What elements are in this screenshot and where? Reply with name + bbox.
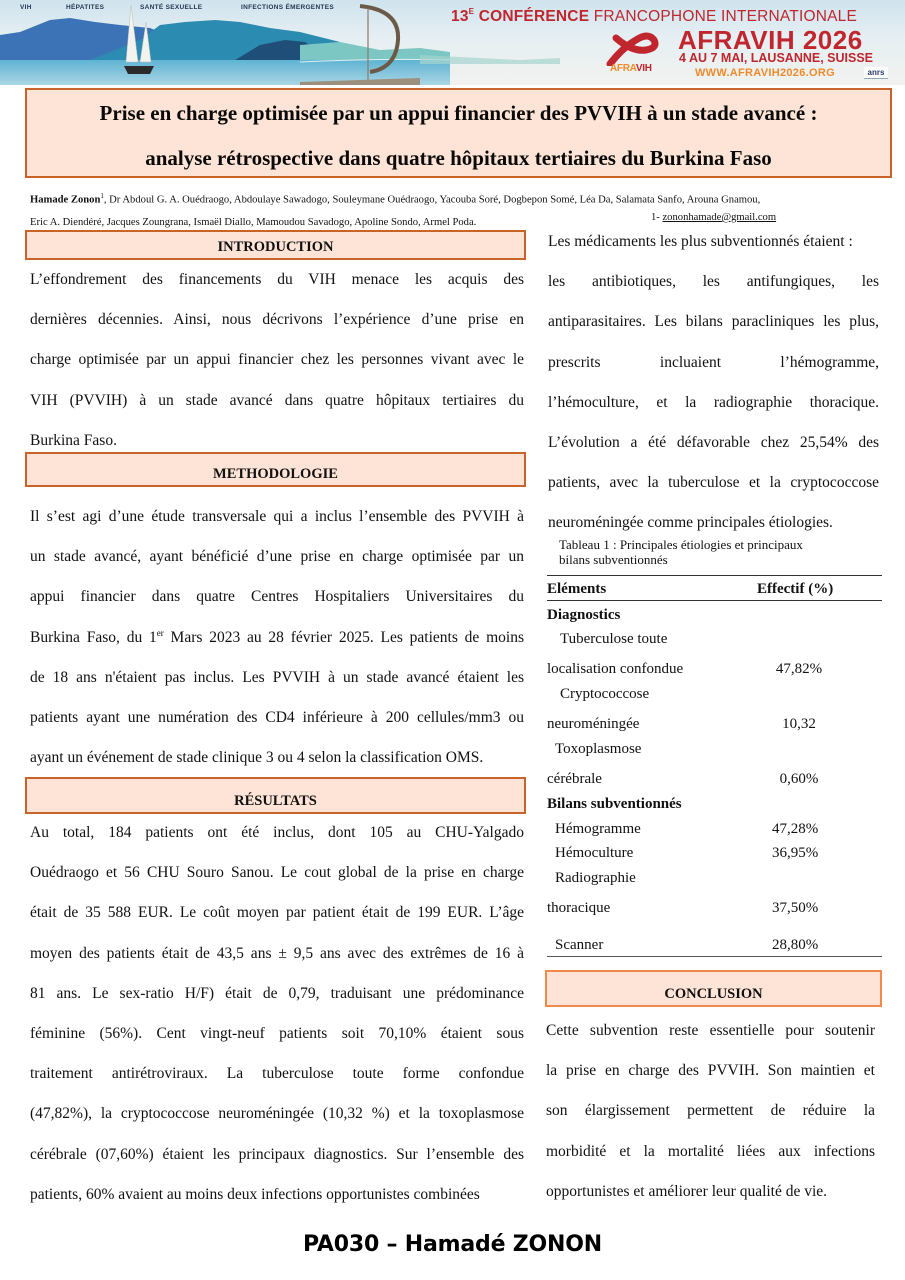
text-line: cérébrale (07,60%) étaient les principaux diagnostics. Sur l’ensemble des bbox=[30, 1145, 524, 1163]
conclusion-heading-text: CONCLUSION bbox=[664, 986, 763, 1002]
topic-sante-sexuelle: SANTÉ SEXUELLE bbox=[140, 4, 203, 11]
table-caption-line2: bilans subventionnés bbox=[559, 552, 668, 567]
table-group-diagnostics: Diagnostics bbox=[547, 607, 621, 623]
text-line: neuroméningée comme principales étiologies. bbox=[548, 514, 833, 532]
table-row-label: thoracique bbox=[547, 900, 611, 916]
red-ribbon-icon bbox=[602, 30, 662, 66]
text-line: patients, 60% avaient au moins deux infections opportunistes combinées bbox=[30, 1185, 480, 1203]
table-row-label: Hémoculture bbox=[555, 845, 634, 861]
table-row-value: 47,28% bbox=[772, 821, 819, 837]
text-line: moyen des patients était de 43,5 ans ± 9,5 ans avec des extrêmes de 16 à bbox=[30, 944, 524, 962]
table-group-bilans: Bilans subventionnés bbox=[547, 796, 682, 812]
text-line: 81 ans. Le sex-ratio H/F) était de 0,79, traduisant une prédominance bbox=[30, 984, 524, 1002]
conclusion-body bbox=[546, 1011, 875, 1212]
poster-title-line2: analyse rétrospective dans quatre hôpitaux tertiaires du Burkina Faso bbox=[145, 146, 772, 170]
table-top-rule bbox=[547, 575, 882, 576]
event-title: AFRAVIH 2026 bbox=[678, 25, 863, 55]
resultats-continued-body bbox=[548, 222, 879, 544]
text-line: prescrits incluaient l’hémogramme, bbox=[548, 353, 879, 371]
contact-email-link[interactable]: zononhamade@gmail.com bbox=[662, 212, 777, 223]
text-line: Il s’est agi d’une étude transversale qui a inclus l’ensemble des PVVIH à bbox=[30, 508, 524, 525]
text-line: Ouédraogo et 56 CHU Souro Sanou. Le cout global de la prise en charge bbox=[30, 864, 524, 882]
text-line: VIH (PVVIH) à un stade avancé dans quatre hôpitaux tertiaires du bbox=[30, 391, 524, 409]
text-line: Burkina Faso. bbox=[30, 431, 117, 449]
text-line: opportunistes et améliorer leur qualité de vie. bbox=[546, 1182, 828, 1200]
table-bottom-rule bbox=[547, 956, 882, 957]
table-row-label: Hémogramme bbox=[555, 821, 641, 837]
logo-text-afra: AFRA bbox=[610, 63, 636, 74]
event-dates-location: 4 AU 7 MAI, LAUSANNE, SUISSE bbox=[679, 51, 874, 65]
table-caption-line1: Tableau 1 : Principales étiologies et principaux bbox=[559, 537, 803, 552]
conference-banner bbox=[0, 0, 905, 85]
methodologie-body bbox=[30, 497, 524, 778]
resultats-heading bbox=[25, 777, 526, 814]
table-row-label: localisation confondue bbox=[547, 661, 684, 677]
table-row-label: Scanner bbox=[555, 937, 604, 953]
table-row-label: neuroméningée bbox=[547, 716, 640, 732]
text-line: L’évolution a été défavorable chez 25,54% des bbox=[548, 433, 879, 451]
conference-subtitle: FRANCOPHONE INTERNATIONALE bbox=[589, 8, 858, 25]
text-line: les antibiotiques, les antifungiques, les bbox=[548, 273, 879, 291]
affiliation-label: 1- bbox=[651, 212, 663, 223]
table-row-value: 28,80% bbox=[772, 937, 819, 953]
poster-id-footer: PA030 – Hamadé ZONON bbox=[303, 1232, 602, 1257]
conference-line bbox=[451, 7, 857, 26]
conclusion-heading bbox=[545, 970, 882, 1007]
resultats-body bbox=[30, 813, 524, 1215]
text-line: Les médicaments les plus subventionnés étaient : bbox=[548, 233, 853, 250]
topic-infections-emergentes: INFECTIONS ÉMERGENTES bbox=[241, 4, 334, 11]
table-row-label: Tuberculose toute bbox=[560, 631, 668, 647]
coauthors-line1: , Dr Abdoul G. A. Ouédraogo, Abdoulaye Sawadogo, Souleymane Ouédraogo, Yacouba Soré, Dogbepon Somé, Léa Da, Salamata Sanfo, Arouna Gnamou, bbox=[103, 194, 761, 206]
text-line: patients ayant une numération des CD4 inférieure à 200 cellules/mm3 ou bbox=[30, 708, 524, 726]
conference-number: 13 bbox=[451, 8, 469, 25]
table-header-rule bbox=[547, 600, 882, 601]
introduction-heading-text: INTRODUCTION bbox=[217, 239, 334, 255]
text-line bbox=[30, 618, 524, 658]
ordinal-superscript: er bbox=[156, 627, 164, 638]
table-row-label: Cryptococcose bbox=[560, 686, 650, 702]
table-row-label: Radiographie bbox=[555, 870, 636, 886]
table-row-value: 37,50% bbox=[772, 900, 819, 916]
introduction-heading bbox=[25, 230, 526, 260]
text-line: traitement antirétroviraux. La tuberculose toute forme confondue bbox=[30, 1065, 524, 1083]
table-row-label: Toxoplasmose bbox=[555, 741, 642, 757]
poster-title-box bbox=[25, 88, 892, 178]
text-line: morbidité et la mortalité liées aux infections bbox=[546, 1142, 875, 1160]
lead-author-affiliation: 1 bbox=[100, 192, 104, 200]
text-fragment: Burkina Faso, du 1 bbox=[30, 628, 157, 646]
text-line: dernières décennies. Ainsi, nous décrivons l’expérience d’une prise en bbox=[30, 311, 524, 329]
introduction-body bbox=[30, 260, 524, 461]
logo-text-vih: VIH bbox=[635, 63, 652, 74]
text-line: l’hémoculture, et la radiographie thoracique. bbox=[548, 393, 879, 411]
methodologie-heading bbox=[25, 452, 526, 487]
text-line: Cette subvention reste essentielle pour soutenir bbox=[546, 1022, 875, 1039]
table-caption bbox=[559, 537, 879, 567]
conference-label: CONFÉRENCE bbox=[478, 8, 590, 25]
author-line-2: Eric A. Diendéré, Jacques Zoungrana, Ismaël Diallo, Mamoudou Savadogo, Apoline Sondo, Armel Poda. bbox=[30, 216, 477, 228]
text-line: L’effondrement des financements du VIH menace les acquis des bbox=[30, 271, 524, 288]
text-line: féminine (56%). Cent vingt-neuf patients soit 70,10% étaient sous bbox=[30, 1024, 524, 1042]
text-line: Au total, 184 patients ont été inclus, dont 105 au CHU-Yalgado bbox=[30, 824, 524, 841]
text-line: de 18 ans n'étaient pas inclus. Les PVVIH à un stade avancé étaient les bbox=[30, 668, 524, 686]
text-line: charge optimisée par un appui financier chez les personnes vivant avec le bbox=[30, 351, 524, 369]
text-line: était de 35 588 EUR. Le coût moyen par patient était de 199 EUR. L’âge bbox=[30, 904, 524, 922]
anrs-logo: anrs bbox=[864, 67, 888, 79]
text-line: antiparasitaires. Les bilans paracliniques les plus, bbox=[548, 313, 879, 331]
topic-hepatites: HÉPATITES bbox=[66, 4, 105, 11]
resultats-heading-text: RÉSULTATS bbox=[234, 793, 317, 809]
text-line: ayant un événement de stade clinique 3 ou 4 selon la classification OMS. bbox=[30, 749, 484, 767]
methodologie-heading-text: METHODOLOGIE bbox=[213, 466, 338, 482]
text-line: patients, avec la tuberculose et la cryptococcose bbox=[548, 474, 879, 492]
table-row-value: 47,82% bbox=[775, 661, 823, 677]
conference-number-suffix: E bbox=[468, 7, 475, 16]
table-row-label: cérébrale bbox=[547, 771, 602, 787]
lead-author: Hamade Zonon bbox=[30, 194, 101, 206]
afravih-logo-text bbox=[610, 63, 652, 74]
text-line: la prise en charge des PVVIH. Son maintien et bbox=[546, 1062, 875, 1080]
text-line: appui financier dans quatre Centres Hospitaliers Universitaires du bbox=[30, 588, 524, 606]
text-line: son élargissement permettent de réduire la bbox=[546, 1102, 875, 1120]
event-website-link[interactable]: WWW.AFRAVIH2026.ORG bbox=[695, 67, 835, 79]
table-row-value: 0,60% bbox=[779, 771, 819, 787]
table-row-value: 10,32 bbox=[782, 716, 816, 732]
text-line: (47,82%), la cryptococcose neuroméningée (10,32 %) et la toxoplasmose bbox=[30, 1105, 524, 1123]
topic-vih: VIH bbox=[20, 4, 32, 11]
table-row-value: 36,95% bbox=[772, 845, 819, 861]
text-fragment: Mars 2023 au 28 février 2025. Les patients de moins bbox=[163, 628, 525, 646]
table-header-effectif: Effectif (%) bbox=[757, 581, 834, 597]
text-line: un stade avancé, ayant bénéficié d’une prise en charge optimisée par un bbox=[30, 548, 524, 566]
table-header-elements: Eléments bbox=[547, 581, 607, 597]
poster-title-line1: Prise en charge optimisée par un appui financier des PVVIH à un stade avancé : bbox=[99, 101, 818, 125]
